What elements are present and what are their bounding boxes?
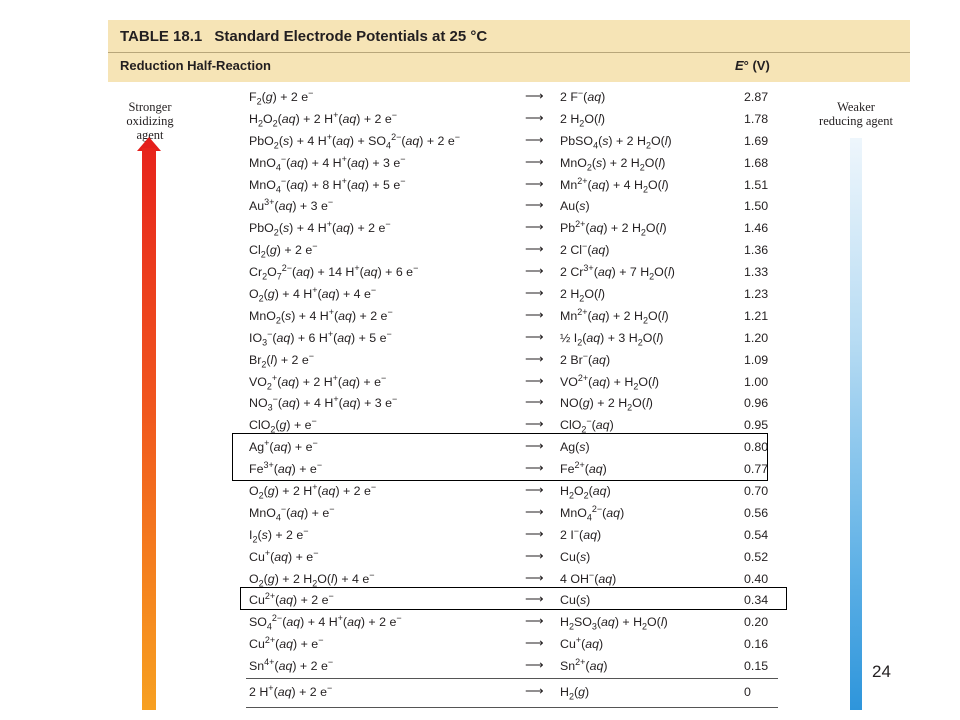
table-row — [240, 283, 780, 305]
electrode-potential: 1.23 — [744, 287, 769, 302]
electrode-potential: 0.70 — [744, 484, 769, 499]
table-bottom-rule — [246, 707, 778, 708]
table-row — [240, 195, 780, 217]
table-divider — [246, 678, 778, 679]
table-row — [240, 174, 780, 196]
table-row — [240, 546, 780, 568]
electrode-potential: 1.09 — [744, 352, 769, 367]
page-number: 24 — [872, 662, 891, 681]
reactants: $H_2O_2(aq) + 2$ H+(aq) + 2 e− — [249, 109, 398, 129]
electrode-potential: 0.80 — [744, 440, 769, 455]
reaction-arrow-icon: ⟶ — [525, 503, 544, 519]
reactants: $Br_2(l) + 2$ e− — [249, 350, 315, 370]
table-row — [240, 152, 780, 174]
reactants: MnO$_4$−(aq) + 4 H+(aq) + 3 e− — [249, 153, 406, 173]
table-row — [240, 633, 780, 655]
table-header — [108, 20, 910, 82]
reaction-arrow-icon: ⟶ — [525, 88, 544, 103]
oxidizing-strength-arrow — [142, 148, 156, 710]
table-row — [240, 681, 780, 703]
reactants: $Au^{3+}(aq) + 3$ e− — [249, 197, 334, 214]
electrode-potential: 0.40 — [744, 571, 769, 586]
electrode-potential: 1.00 — [744, 374, 769, 389]
reactants: $O_2(g) + 2$ H+(aq) + 2 e− — [249, 481, 377, 501]
reaction-arrow-icon: ⟶ — [525, 394, 544, 410]
reactants: $Cu^{2+}(aq) + 2$ e− — [249, 591, 334, 608]
table-row — [240, 502, 780, 524]
electrode-potential: 1.78 — [744, 111, 769, 126]
reactants: $Sn^{4+}(aq) + 2$ e− — [249, 657, 334, 674]
reaction-arrow-icon: ⟶ — [525, 416, 544, 432]
products: MnO$_2$(s) + 2 $H_2O(l)$ — [560, 155, 666, 173]
products: Ag(s) — [560, 440, 590, 455]
header-divider — [108, 52, 910, 53]
reaction-arrow-icon: ⟶ — [525, 175, 544, 191]
electrode-potential: 0.77 — [744, 462, 769, 477]
stronger-oxidizing-agent-label: Stronger oxidizing agent — [126, 100, 174, 142]
table-title-text: Standard Electrode Potentials at 25 °C — [214, 28, 488, 45]
electrode-potential: 1.20 — [744, 330, 769, 345]
reaction-arrow-icon: ⟶ — [525, 131, 544, 147]
reaction-arrow-icon: ⟶ — [525, 263, 544, 279]
reactants: $Fe^{3+}(aq) + e^-$ — [249, 460, 323, 477]
table-row — [240, 349, 780, 371]
table-row — [240, 130, 780, 152]
table-row — [240, 217, 780, 239]
electrode-potential: 0.56 — [744, 505, 769, 520]
products: Cu+(aq) — [560, 635, 604, 652]
electrode-potential: 1.36 — [744, 243, 769, 258]
table-row — [240, 371, 780, 393]
reducing-strength-bar — [850, 138, 862, 710]
products: 2 $H_2O(l)$ — [560, 287, 605, 304]
reactants: $VO_2^+(aq) + 2$ H+(aq) + e− — [249, 372, 387, 392]
reaction-arrow-icon: ⟶ — [525, 350, 544, 366]
electrode-potential: 1.21 — [744, 308, 769, 323]
electrode-potential: 0.96 — [744, 396, 769, 411]
reactants: Cu+(aq) + e− — [249, 547, 319, 564]
table-row — [240, 305, 780, 327]
reactants: $Cr_2O_7^{2-}(aq) + 14$ H+(aq) + 6 e− — [249, 263, 419, 282]
column-header-potential: E° (V) — [735, 58, 770, 73]
electrode-potential: 1.68 — [744, 155, 769, 170]
products: 2 Cl−(aq) — [560, 241, 610, 258]
reaction-arrow-icon: ⟶ — [525, 219, 544, 235]
products: $Fe^{2+}(aq)$ — [560, 460, 607, 477]
reactants: MnO$_4$−(aq) + e− — [249, 503, 335, 523]
table-row — [240, 108, 780, 130]
products: MnO$_4^{2-}$(aq) — [560, 503, 625, 523]
electrode-potential: 1.33 — [744, 265, 769, 280]
reaction-arrow-icon: ⟶ — [525, 547, 544, 563]
table-row — [240, 86, 780, 108]
products: 4 OH−(aq) — [560, 569, 617, 586]
reaction-arrow-icon: ⟶ — [525, 372, 544, 388]
products: PbSO$_4$(s) + 2 $H_2O(l)$ — [560, 133, 672, 151]
electrode-potential: 1.51 — [744, 177, 769, 192]
table-row — [240, 261, 780, 283]
products: $H_2SO_3(aq) + H_2O(l)$ — [560, 615, 668, 632]
reaction-arrow-icon: ⟶ — [525, 591, 544, 607]
table-row — [240, 524, 780, 546]
reactants: MnO$_4$−(aq) + 8 H+(aq) + 5 e− — [249, 175, 406, 195]
products: Cu(s) — [560, 549, 591, 564]
reactants: Ag+(aq) + e− — [249, 438, 318, 455]
reactants: $SO_4^{2-}(aq) + 4$ H+(aq) + 2 e− — [249, 613, 402, 632]
products: Cu(s) — [560, 593, 591, 608]
reactants: $I_2(s) + 2$ e− — [249, 525, 309, 545]
reactants: MnO$_2$(s) + 4 H+(aq) + 2 e− — [249, 306, 393, 326]
table-row — [240, 655, 780, 677]
products: NO(g) + 2 $H_2O(l)$ — [560, 396, 653, 413]
reactants: $O_2(g) + 2$ $H_2O(l) + 4$ e− — [249, 569, 375, 589]
products: $VO^{2+}(aq) + H_2O(l)$ — [560, 372, 659, 392]
electrode-potential: 0.54 — [744, 527, 769, 542]
reaction-arrow-icon: ⟶ — [525, 482, 544, 498]
products: $Mn^{2+}(aq) + 2$ $H_2O(l)$ — [560, 306, 669, 326]
highlight-box-cu — [240, 587, 787, 610]
products: $H_2(g)$ — [560, 685, 590, 702]
products: 2 F−(aq) — [560, 87, 606, 104]
electrode-potential: 1.50 — [744, 199, 769, 214]
products: $Pb^{2+}(aq) + 2$ $H_2O(l)$ — [560, 219, 667, 238]
reactants: $F_2(g) + 2$ e− — [249, 87, 314, 107]
products: 2 $Cr^{3+}(aq) + 7$ $H_2O(l)$ — [560, 263, 675, 282]
electrode-potential: 0.34 — [744, 593, 769, 608]
reaction-arrow-icon: ⟶ — [525, 197, 544, 213]
reaction-arrow-icon: ⟶ — [525, 657, 544, 673]
reactants: $O_2(g) + 4$ H+(aq) + 4 e− — [249, 284, 377, 304]
reactants: $Cl_2(g) + 2$ e− — [249, 241, 318, 260]
products: ClO$_2$−(aq) — [560, 416, 614, 435]
products: $H_2O_2(aq)$ — [560, 484, 611, 501]
electrode-potential: 0.15 — [744, 659, 769, 674]
electrode-potential: 1.69 — [744, 133, 769, 148]
table-row — [240, 480, 780, 502]
electrode-potential: 0.16 — [744, 637, 769, 652]
reaction-arrow-icon: ⟶ — [525, 241, 544, 257]
reactants: PbO$_2$(s) + 4 H+(aq) + 2 e− — [249, 219, 391, 238]
reaction-arrow-icon: ⟶ — [525, 153, 544, 169]
electrode-potential: 1.46 — [744, 221, 769, 236]
electrode-potential: 0 — [744, 685, 751, 700]
reaction-arrow-icon: ⟶ — [525, 683, 544, 699]
reaction-arrow-icon: ⟶ — [525, 613, 544, 629]
reactants: $IO_3^-(aq) + 6$ H+(aq) + 5 e− — [249, 328, 392, 348]
reaction-arrow-icon: ⟶ — [525, 460, 544, 476]
reaction-arrow-icon: ⟶ — [525, 328, 544, 344]
reaction-arrow-icon: ⟶ — [525, 306, 544, 322]
table-number: TABLE 18.1 — [120, 28, 203, 45]
products: $Mn^{2+}(aq) + 4$ $H_2O(l)$ — [560, 175, 669, 195]
electrode-potential: 0.95 — [744, 418, 769, 433]
column-header-reaction: Reduction Half-Reaction — [120, 58, 271, 73]
products: $Sn^{2+}(aq)$ — [560, 657, 608, 674]
electrode-potential: 0.20 — [744, 615, 769, 630]
reaction-arrow-icon: ⟶ — [525, 635, 544, 651]
weaker-reducing-agent-label: Weaker reducing agent — [819, 100, 893, 128]
table-row — [240, 327, 780, 349]
reactants: ClO$_2$(g) + e− — [249, 416, 317, 435]
reaction-arrow-icon: ⟶ — [525, 285, 544, 301]
reactants: $NO_3^-(aq) + 4$ H+(aq) + 3 e− — [249, 394, 398, 413]
products: Au(s) — [560, 199, 590, 214]
reactants: 2 H+(aq) + 2 e− — [249, 682, 333, 700]
reaction-arrow-icon: ⟶ — [525, 569, 544, 585]
highlight-box-ag-fe — [232, 433, 768, 481]
products: 2 I−(aq) — [560, 525, 602, 542]
table-row — [240, 611, 780, 633]
reaction-arrow-icon: ⟶ — [525, 109, 544, 125]
products: 2 Br−(aq) — [560, 350, 611, 367]
table-row — [240, 239, 780, 261]
reaction-arrow-icon: ⟶ — [525, 438, 544, 454]
electrode-potential: 0.52 — [744, 549, 769, 564]
reaction-list — [240, 86, 780, 703]
table-row — [240, 392, 780, 414]
products: 2 $H_2O(l)$ — [560, 111, 605, 129]
reaction-arrow-icon: ⟶ — [525, 525, 544, 541]
table-title — [120, 28, 487, 45]
reactants: $Cu^{2+}(aq) + e^-$ — [249, 635, 324, 652]
products: ½ $I_2(aq) + 3$ $H_2O(l)$ — [560, 330, 664, 348]
electrode-potential: 2.87 — [744, 90, 769, 104]
reactants: PbO$_2$(s) + 4 $H^+(aq) + SO_4^{2-}(aq) + 2$ e− — [249, 131, 461, 151]
